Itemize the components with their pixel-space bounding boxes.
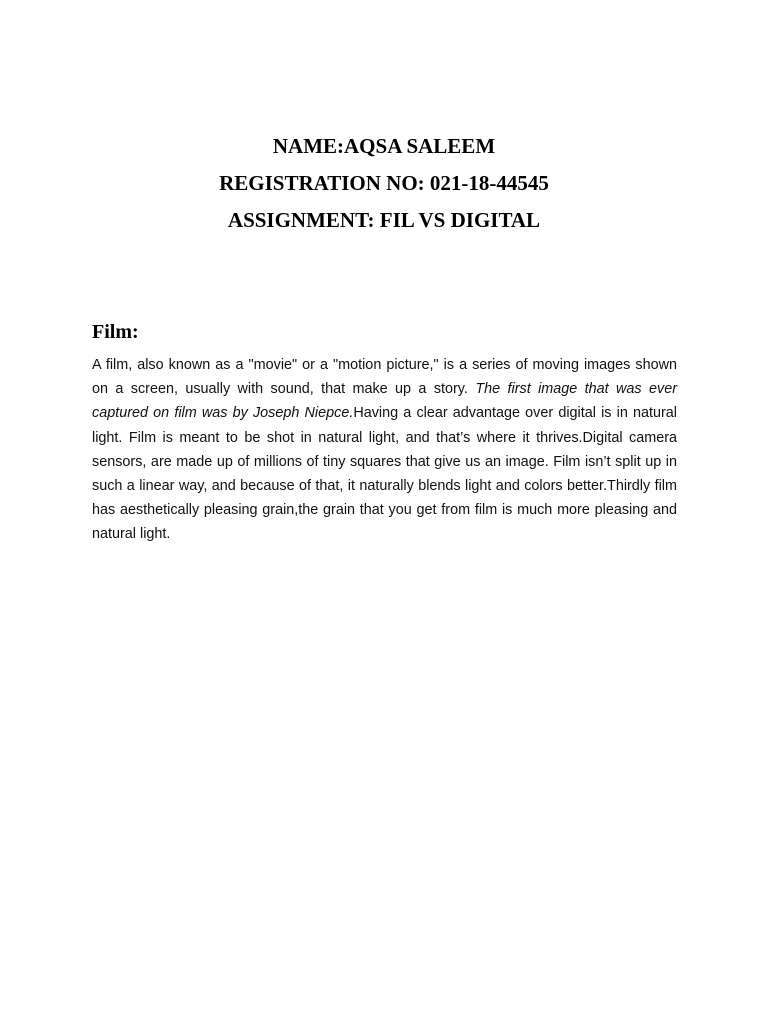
- assignment-title: ASSIGNMENT: FIL VS DIGITAL: [227, 208, 541, 232]
- paragraph-text-part-1: A film, also known as a "movie" or a "motion picture," is a series of moving images shown on a screen, usually with sound, that make up a story.: [92, 357, 677, 398]
- section-heading: Film:: [92, 321, 139, 343]
- student-name: NAME:AQSA SALEEM: [272, 134, 496, 158]
- paragraph-text-part-2: Having a clear advantage over digital is in natural light. Film is meant to be shot in natural light, and that’s where it thrives.Digital camera sensors, are made up of millions of tiny squares that give us an image. Film isn’t split up in such a linear way, and because of that, it naturally blends light and colors better.Thirdly film has aesthetically pleasing grain,the grain that you get from film is much more pleasing and natural light.: [92, 405, 677, 543]
- paragraph-italic-text: The first image that was ever captured on film was by Joseph Niepce.: [92, 381, 677, 422]
- body-paragraph: [92, 353, 677, 547]
- registration-number: REGISTRATION NO: 021-18-44545: [219, 171, 549, 195]
- title-block: [0, 128, 768, 239]
